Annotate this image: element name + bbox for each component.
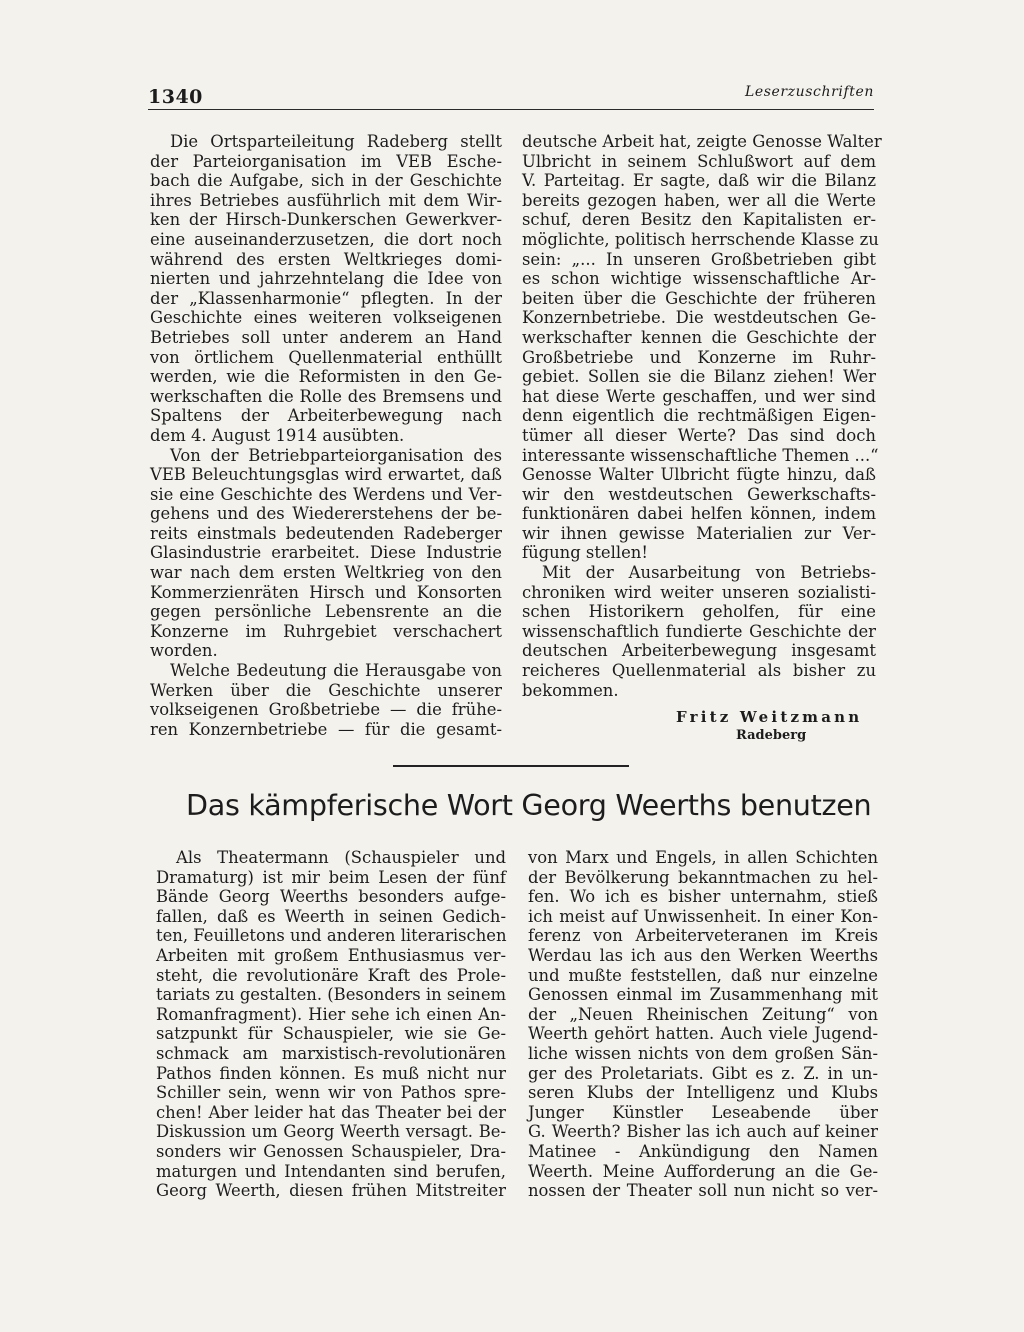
text-line: bekommen. <box>522 680 619 700</box>
text-line: tariats zu gestalten. (Besonders in seinem <box>156 985 507 1005</box>
text-line: schuf, deren Besitz den Kapitalisten er- <box>522 210 876 230</box>
text-line: reits einstmals bedeutenden Radeberger <box>150 523 502 543</box>
text-line: Glasindustrie erarbeitet. Diese Industrie <box>150 543 502 563</box>
text-line: Dramaturg) ist mir beim Lesen der fünf <box>156 867 506 887</box>
text-line: nierten und jahrzehntelang die Idee von <box>150 269 502 289</box>
text-line: Konzerne im Ruhrgebiet verschachert <box>150 621 502 641</box>
page-number: 1340 <box>148 86 203 108</box>
text-line: gebiet. Sollen sie die Bilanz ziehen! Wer <box>522 367 876 387</box>
text-line: Arbeiten mit großem Enthusiasmus ver- <box>156 945 506 965</box>
text-line: Großbetriebe und Konzerne im Ruhr- <box>522 347 876 367</box>
text-line: von Marx und Engels, in allen Schichten <box>528 848 878 867</box>
text-line: bereits gezogen haben, wer all die Werte <box>522 190 876 210</box>
text-line: Kommerzienräten Hirsch und Konsorten <box>150 582 502 602</box>
text-line: Welche Bedeutung die Herausgabe von <box>170 661 502 681</box>
text-line: Werken über die Geschichte unserer <box>150 680 502 700</box>
text-line: V. Parteitag. Er sagte, daß wir die Bilanz <box>522 171 876 191</box>
text-line: Schiller sein, wenn wir von Pathos spre- <box>156 1083 506 1103</box>
text-line: Betriebes soll unter anderem an Hand <box>150 327 502 347</box>
text-line: schen Historikern geholfen, für eine <box>522 602 876 622</box>
text-line: chen! Aber leider hat das Theater bei der <box>156 1102 506 1122</box>
letter-location: Radeberg <box>736 728 807 743</box>
text-line: Georg Weerth, diesen frühen Mitstreiter <box>156 1181 506 1201</box>
text-line: denn eigentlich die rechtmäßigen Eigen- <box>522 406 876 426</box>
text-line: maturgen und Intendanten sind berufen, <box>156 1161 506 1181</box>
text-line: möglichte, politisch herrschende Klasse zu <box>522 229 879 249</box>
text-line: bach die Aufgabe, sich in der Geschichte <box>150 171 502 191</box>
text-line: steht, die revolutionäre Kraft des Prole- <box>156 965 506 985</box>
text-line: gehens und des Wiedererstehens der be- <box>150 504 502 524</box>
text-line: Weerth gehört hatten. Auch viele Jugend- <box>528 1024 878 1044</box>
text-line: wissenschaftlich fundierte Geschichte der <box>522 621 876 641</box>
text-line: der Parteiorganisation im VEB Esche- <box>150 151 502 171</box>
text-line: werden, wie die Reformisten in den Ge- <box>150 367 502 387</box>
text-line: deutschen Arbeiterbewegung insgesamt <box>522 641 876 661</box>
text-line: der „Neuen Rheinischen Zeitung“ von <box>528 1004 878 1024</box>
text-line: Geschichte eines weiteren volkseigenen <box>150 308 502 328</box>
text-line: der „Klassenharmonie“ pflegten. In der <box>150 288 502 308</box>
text-line: und mußte feststellen, daß nur einzelne <box>528 965 878 985</box>
text-line: gegen persönliche Lebensrente an die <box>150 602 502 622</box>
text-line: worden. <box>150 641 218 661</box>
text-line: satzpunkt für Schauspieler, wie sie Ge- <box>156 1024 506 1044</box>
article-right-column <box>528 848 878 1201</box>
text-line: dem 4. August 1914 ausübten. <box>150 425 405 445</box>
text-line: ren Konzernbetriebe — für die gesamt- <box>150 719 502 739</box>
text-line: seren Klubs der Intelligenz und Klubs <box>528 1083 878 1103</box>
text-line: reicheres Quellenmaterial als bisher zu <box>522 661 876 681</box>
text-line: Weerth. Meine Aufforderung an die Ge- <box>528 1161 878 1181</box>
text-line: ferenz von Arbeiterveteranen im Kreis <box>528 926 878 946</box>
text-line: nossen der Theater soll nun nicht so ver- <box>528 1181 878 1201</box>
text-line: Junger Künstler Leseabende über <box>528 1102 878 1122</box>
text-line: von örtlichem Quellenmaterial enthüllt <box>150 347 502 367</box>
text-line: Bände Georg Weerths besonders aufge- <box>156 887 506 907</box>
text-line: wir den westdeutschen Gewerkschafts- <box>522 484 876 504</box>
text-line: schmack am marxistisch-revolutionären <box>156 1043 506 1063</box>
text-line: VEB Beleuchtungsglas wird erwartet, daß <box>150 465 502 485</box>
text-line: werkschaften die Rolle des Bremsens und <box>150 386 502 406</box>
text-line: werkschafter kennen die Geschichte der <box>522 327 876 347</box>
text-line: Werdau las ich aus den Werken Weerths <box>528 945 878 965</box>
text-line: ken der Hirsch-Dunkerschen Gewerkver- <box>150 210 502 230</box>
text-line: liche wissen nichts von dem großen Sän- <box>528 1043 878 1063</box>
text-line: Matinee - Ankündigung den Namen <box>528 1141 878 1161</box>
letter-left-column <box>150 132 502 739</box>
letter-right-column <box>522 132 882 700</box>
text-line: wir ihnen gewisse Materialien zur Ver- <box>522 523 876 543</box>
article-title: Das kämpferische Wort Georg Weerths benutzen <box>186 788 872 822</box>
section-divider <box>393 765 629 767</box>
text-line: Romanfragment). Hier sehe ich einen An- <box>156 1004 506 1024</box>
text-line: G. Weerth? Bisher las ich auch auf keiner <box>528 1122 878 1142</box>
text-line: interessante wissenschaftliche Themen ...“ <box>522 445 879 465</box>
header-rule <box>148 109 874 110</box>
text-line: war nach dem ersten Weltkrieg von den <box>150 563 502 583</box>
text-line: ich meist auf Unwissenheit. In einer Kon- <box>528 906 878 926</box>
article-left-column <box>156 848 506 1201</box>
text-line: Von der Betriebparteiorganisation des <box>170 445 502 465</box>
text-line: Spaltens der Arbeiterbewegung nach <box>150 406 502 426</box>
text-line: chroniken wird weiter unseren sozialisti- <box>522 582 876 602</box>
letter-signature: Fritz Weitzmann <box>676 708 863 726</box>
text-line: hat diese Werte geschaffen, und wer sind <box>522 386 876 406</box>
text-line: Mit der Ausarbeitung von Betriebs- <box>542 563 876 583</box>
text-line: ten, Feuilletons und anderen literarischen <box>156 926 507 946</box>
text-line: beiten über die Geschichte der früheren <box>522 288 876 308</box>
text-line: deutsche Arbeit hat, zeigte Genosse Walter <box>522 132 882 151</box>
text-line: Diskussion um Georg Weerth versagt. Be- <box>156 1122 506 1142</box>
text-line: sonders wir Genossen Schauspieler, Dra- <box>156 1141 506 1161</box>
text-line: der Bevölkerung bekanntmachen zu hel- <box>528 867 878 887</box>
text-line: fallen, daß es Weerth in seinen Gedich- <box>156 906 506 926</box>
text-line: fen. Wo ich es bisher unternahm, stieß <box>528 887 878 907</box>
text-line: fügung stellen! <box>522 543 648 563</box>
text-line: eine auseinanderzusetzen, die dort noch <box>150 229 502 249</box>
text-line: Genossen einmal im Zusammenhang mit <box>528 985 878 1005</box>
text-line: Die Ortsparteileitung Radeberg stellt <box>170 132 502 151</box>
text-line: während des ersten Weltkrieges domi- <box>150 249 502 269</box>
text-line: Ulbricht in seinem Schlußwort auf dem <box>522 151 876 171</box>
text-line: sie eine Geschichte des Werdens und Ver- <box>150 484 502 504</box>
text-line: Genosse Walter Ulbricht fügte hinzu, daß <box>522 465 876 485</box>
text-line: Als Theatermann (Schauspieler und <box>176 848 506 867</box>
running-head: Leserzuschriften <box>744 84 874 100</box>
text-line: Konzernbetriebe. Die westdeutschen Ge- <box>522 308 876 328</box>
text-line: es schon wichtige wissenschaftliche Ar- <box>522 269 876 289</box>
text-line: ger des Proletariats. Gibt es z. Z. in un- <box>528 1063 878 1083</box>
text-line: Pathos finden können. Es muß nicht nur <box>156 1063 506 1083</box>
text-line: funktionären dabei helfen können, indem <box>522 504 876 524</box>
text-line: ihres Betriebes ausführlich mit dem Wir- <box>150 190 502 210</box>
text-line: sein: „... In unseren Großbetrieben gibt <box>522 249 876 269</box>
text-line: tümer all dieser Werte? Das sind doch <box>522 425 876 445</box>
text-line: volkseigenen Großbetriebe — die frühe- <box>150 700 502 720</box>
